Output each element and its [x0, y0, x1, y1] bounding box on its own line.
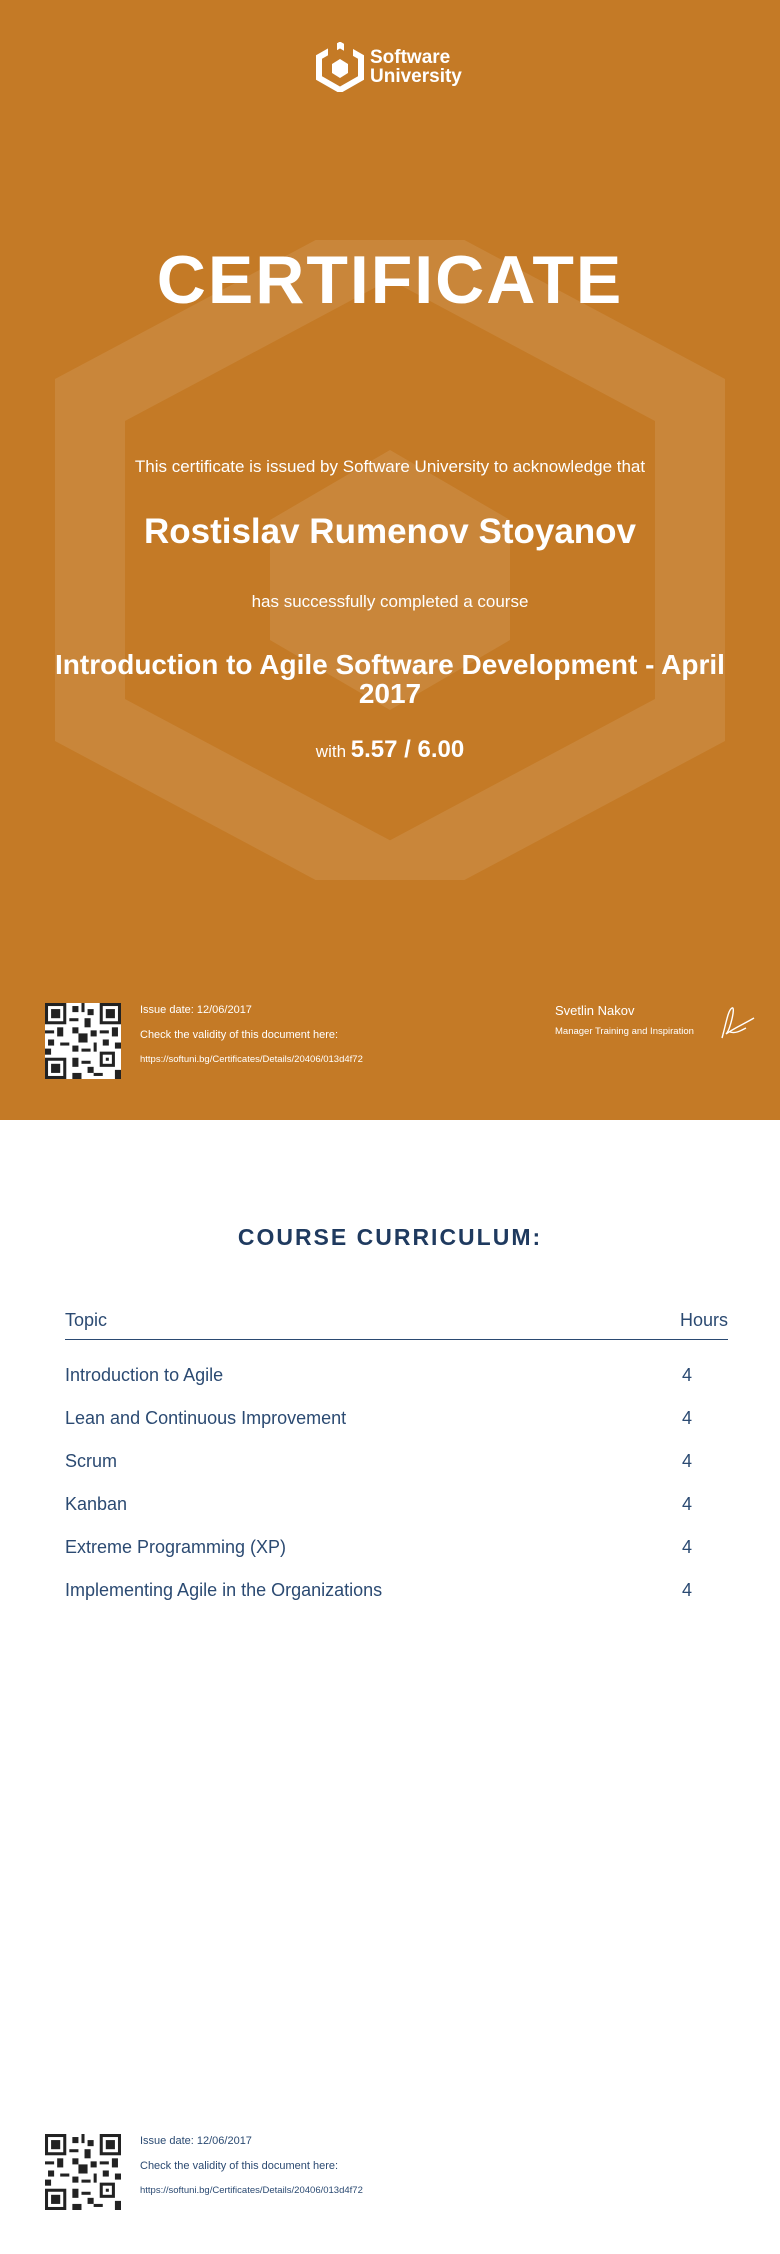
curriculum-table — [65, 1310, 728, 1612]
issued-text: This certificate is issued by Software University to acknowledge that — [134, 457, 646, 476]
row-topic: Lean and Continuous Improvement — [65, 1408, 347, 1428]
table-row — [65, 1397, 728, 1440]
certificate-title: CERTIFICATE — [156, 242, 624, 318]
table-row — [65, 1483, 728, 1526]
footer-issue-date: Issue date: 12/06/2017 — [140, 2135, 252, 2147]
softuni-logo — [314, 42, 478, 92]
signer-name: Svetlin Nakov — [555, 1003, 635, 1018]
row-hours: 4 — [681, 1537, 692, 1557]
validity-text: Check the validity of this document here: — [140, 1029, 339, 1041]
recipient-name: Rostislav Rumenov Stoyanov — [143, 512, 637, 551]
table-row — [65, 1440, 728, 1483]
validity-url[interactable]: https://softuni.bg/Certificates/Details/20406/013d4f72 — [140, 1054, 363, 1065]
row-topic: Introduction to Agile — [65, 1365, 224, 1385]
footer-validity-text: Check the validity of this document here: — [140, 2160, 339, 2172]
header-hours: Hours — [679, 1310, 728, 1330]
row-hours: 4 — [681, 1494, 692, 1514]
curriculum-title: COURSE CURRICULUM: — [237, 1224, 543, 1250]
row-topic: Scrum — [65, 1451, 118, 1471]
qr-code-icon — [45, 1003, 121, 1079]
signer-role: Manager Training and Inspiration — [555, 1026, 694, 1037]
footer-qr-code — [45, 2134, 121, 2210]
table-row — [65, 1526, 728, 1569]
grade-line — [0, 736, 780, 764]
qr-code — [45, 1003, 121, 1079]
issue-date: Issue date: 12/06/2017 — [140, 1004, 252, 1016]
row-topic: Extreme Programming (XP) — [65, 1537, 287, 1557]
table-row — [65, 1354, 728, 1397]
course-name: Introduction to Agile Software Development - April 2017 — [55, 649, 725, 709]
footer-meta — [140, 2135, 363, 2209]
header-topic: Topic — [65, 1310, 108, 1330]
footer-validity-url[interactable]: https://softuni.bg/Certificates/Details/20406/013d4f72 — [140, 2185, 363, 2196]
completed-text: has successfully completed a course — [251, 592, 529, 611]
qr-code-icon — [45, 2134, 121, 2210]
watermark-logo — [40, 240, 740, 880]
signature-block — [555, 1003, 694, 1037]
row-hours: 4 — [681, 1365, 692, 1385]
grade-value: 5.57 / 6.00 — [350, 736, 465, 763]
logo-wordmark — [370, 48, 462, 86]
table-header — [65, 1310, 728, 1340]
row-hours: 4 — [681, 1451, 692, 1471]
row-topic: Implementing Agile in the Organizations — [65, 1580, 383, 1600]
grade-prefix: with — [315, 742, 347, 761]
table-row — [65, 1569, 728, 1612]
logo-line2: University — [370, 66, 462, 87]
row-topic: Kanban — [65, 1494, 128, 1514]
softuni-logo-icon — [314, 42, 366, 92]
table-body — [65, 1340, 728, 1612]
signature-icon — [716, 1004, 756, 1040]
row-hours: 4 — [681, 1580, 692, 1600]
row-hours: 4 — [681, 1408, 692, 1428]
certificate-page — [0, 0, 780, 1120]
certificate-meta — [140, 1004, 363, 1078]
logo-line1: Software — [370, 47, 451, 68]
